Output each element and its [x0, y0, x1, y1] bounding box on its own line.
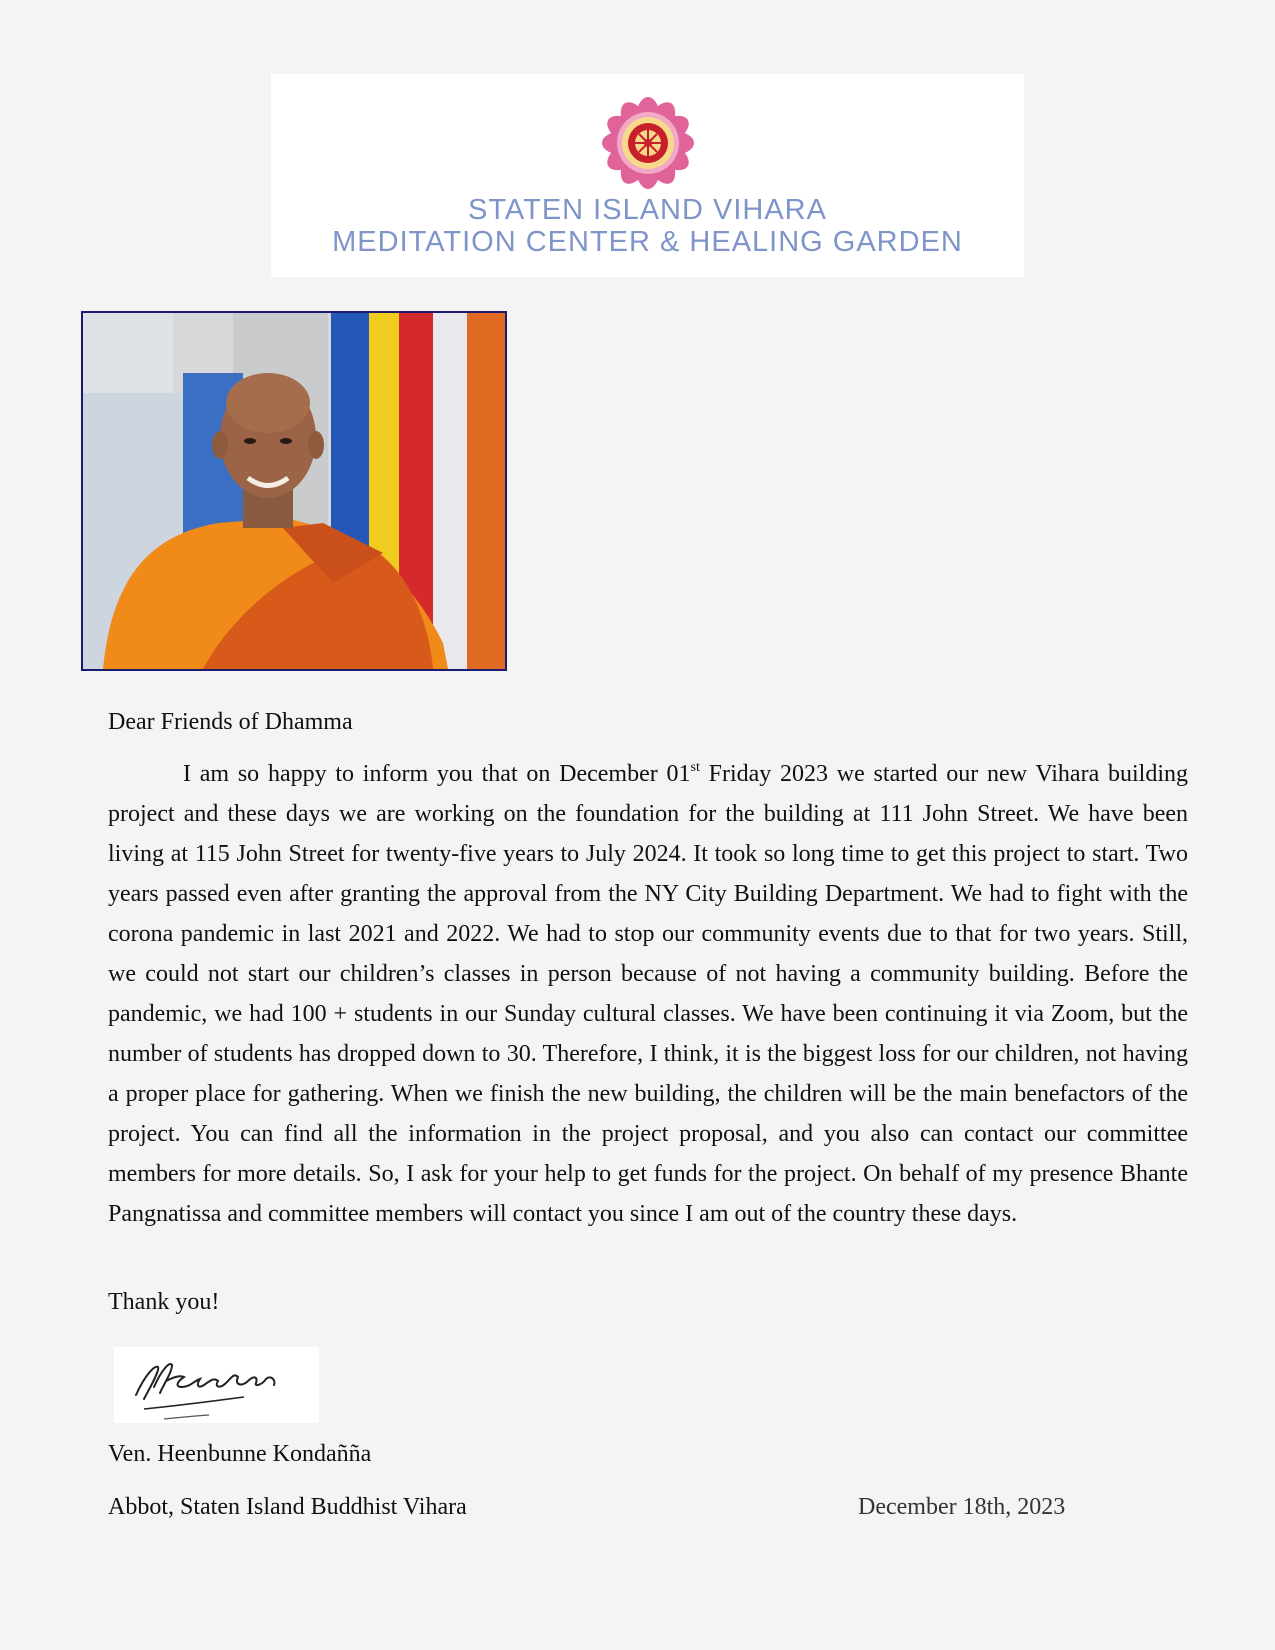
lotus-dharma-wheel-icon [589, 96, 707, 190]
body-text-part2: Friday 2023 we started our new Vihara building project and these days we are working on the foundation for the building at 111 John Street. We have been living at 115 John Street for twenty-five years to July 2024. It took so long time to get this project to start. Two years passed even after granting the approval from the NY City Building Department. We had to fight with the corona pandemic in last 2021 and 2022. We had to stop our community events due to that for two years. Still, we could not start our children’s classes in person because of not having a community building. Before the pandemic, we had 100 + students in our Sunday cultural classes. We have been continuing it via Zoom, but the number of students has dropped down to 30. Therefore, I think, it is the biggest loss for our children, not having a proper place for gathering. When we finish the new building, the children will be the main benefactors of the project. You can find all the information in the project proposal, and you also can contact our committee members for more details. So, I ask for your help to get funds for the project. On behalf of my presence Bhante Pangnatissa and committee members will contact you since I am out of the country these days. [108, 761, 1188, 1227]
salutation: Dear Friends of Dhamma [108, 709, 353, 735]
letter-body [108, 754, 1188, 1234]
org-name-line2: MEDITATION CENTER & HEALING GARDEN [332, 226, 963, 258]
letter-date: December 18th, 2023 [858, 1494, 1066, 1520]
signature-image [114, 1347, 319, 1423]
org-name-line1: STATEN ISLAND VIHARA [468, 194, 827, 226]
signer-title: Abbot, Staten Island Buddhist Vihara [108, 1494, 467, 1520]
signer-name: Ven. Heenbunne Kondañña [108, 1441, 372, 1467]
closing: Thank you! [108, 1289, 220, 1315]
ordinal-suffix: st [690, 760, 700, 775]
header-banner [271, 74, 1024, 277]
body-text-part1: I am so happy to inform you that on December 01 [183, 761, 691, 787]
portrait-photo [81, 311, 507, 671]
